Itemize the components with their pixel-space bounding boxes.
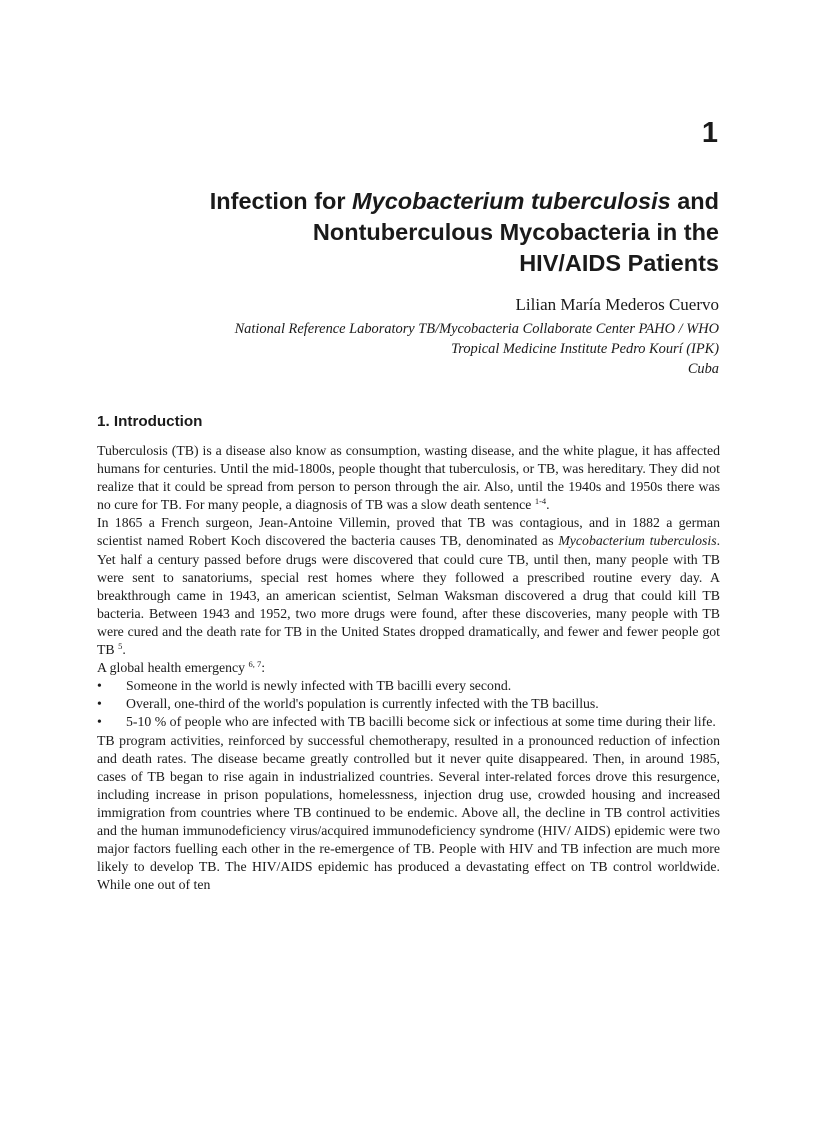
list-item-text: Overall, one-third of the world's population is currently infected with the TB bacillus. — [126, 696, 599, 712]
affiliation-line-2: Tropical Medicine Institute Pedro Kourí (IPK) — [451, 341, 719, 357]
title-line-3: HIV/AIDS Patients — [519, 250, 719, 276]
section-heading: 1. Introduction — [97, 413, 203, 430]
affiliation-line-3: Cuba — [687, 361, 719, 377]
section-body — [97, 442, 720, 894]
bullet-icon: • — [97, 696, 102, 712]
list-item — [97, 677, 720, 695]
list-item — [97, 695, 720, 713]
list-item-text: Someone in the world is newly infected with TB bacilli every second. — [126, 678, 512, 694]
paragraph-4: TB program activities, reinforced by successful chemotherapy, resulted in a pronounced reduction of infection and death rates. The disease became greatly controlled but it never quite disappeared. Then, in around 1985, cases of TB began to rise again in industrialized countries. Several inter-related forces drove this resurgence, including increase in prison populations, homelessness, injection drug use, crowded housing and increased immigration from countries where TB continued to be endemic. Above all, the decline in TB control activities and the human immunodeficiency virus/acquired immunodeficiency syndrome (HIV/ AIDS) epidemic were two major factors fuelling each other in the re-emergence of TB. People with HIV and TB infection are much more likely to develop TB. The HIV/AIDS epidemic has produced a devastating effect on TB control worldwide. While one out of ten — [97, 732, 720, 893]
list-item — [97, 713, 720, 731]
paragraph-2-italic: Mycobacterium tuberculosis — [558, 533, 717, 549]
paragraph-3-end: : — [261, 660, 266, 676]
citation-ref: 6, 7 — [248, 659, 262, 670]
paragraph-1-end: . — [546, 497, 550, 513]
author-affiliation — [79, 319, 719, 379]
chapter-number: 1 — [701, 117, 718, 149]
affiliation-line-1: National Reference Laboratory TB/Mycobacteria Collaborate Center PAHO / WHO — [234, 321, 719, 337]
paragraph-2 — [97, 514, 720, 659]
paragraph-3 — [97, 659, 720, 677]
title-line-1 — [79, 186, 719, 217]
paragraph-3-text: A global health emergency — [97, 660, 249, 676]
bullet-icon: • — [97, 714, 102, 730]
paragraph-2-text-a: In 1865 a French surgeon, Jean-Antoine Villemin, proved that TB was contagious, and in 1882 a german scientist named Robert Koch discovered the bacteria causes TB, denominated as — [97, 515, 720, 549]
title-line-1-suffix: and — [670, 188, 719, 214]
list-item-text: 5-10 % of people who are infected with TB bacilli become sick or infectious at some time during their life. — [126, 714, 716, 730]
title-line-2: Nontuberculous Mycobacteria in the — [312, 219, 719, 245]
paragraph-1 — [97, 442, 720, 514]
bullet-list — [97, 677, 720, 731]
title-line-1-prefix: Infection for — [209, 188, 353, 214]
citation-ref: 5 — [118, 641, 123, 652]
title-line-1-italic: Mycobacterium tuberculosis — [352, 188, 671, 214]
paragraph-1-text: Tuberculosis (TB) is a disease also know as consumption, wasting disease, and the white plague, it has affected humans for centuries. Until the mid-1800s, people thought that tuberculosis, or TB, was hereditary. They did not realize that it could be spread from person to person through the air. Also, until the 1940s and 1950s there was no cure for TB. For many people, a diagnosis of TB was a slow death sentence — [97, 443, 720, 513]
bullet-icon: • — [97, 678, 102, 694]
author-name: Lilian María Mederos Cuervo — [515, 295, 719, 314]
paragraph-2-end: . — [122, 642, 126, 658]
citation-ref: 1-4 — [534, 496, 547, 507]
paragraph-2-text-b: . Yet half a century passed before drugs were discovered that could cure TB, until then, many people with TB were sent to sanatoriums, special rest homes where they followed a prescribed routine every day. A breakthrough came in 1943, an american scientist, Selman Waksman discovered a drug that could kill TB bacteria. Between 1943 and 1952, two more drugs were found, after these discoveries, many people with TB were cured and the death rate for TB in the United States dropped dramatically, and fewer and fewer people got TB — [97, 533, 721, 658]
chapter-title — [79, 186, 719, 279]
